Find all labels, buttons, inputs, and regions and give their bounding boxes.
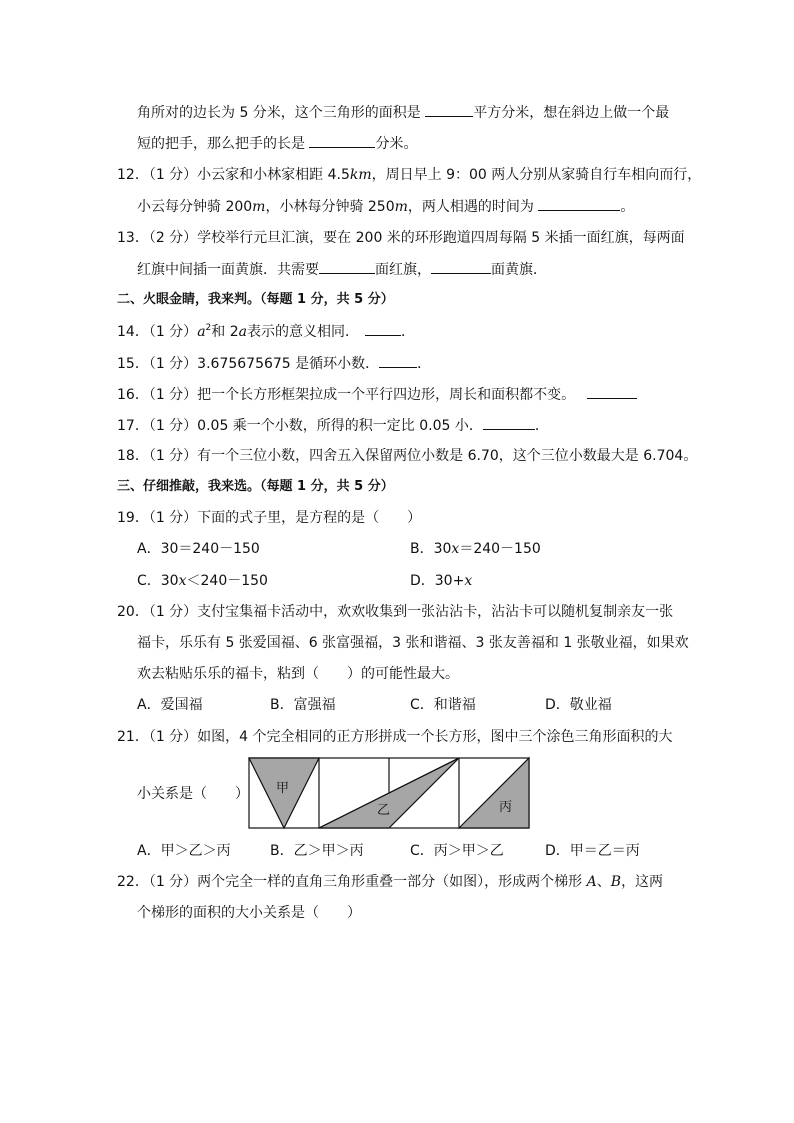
unit-m: m xyxy=(252,199,266,215)
q13-text-c: 面红旗， xyxy=(375,262,431,278)
q17-period: ． xyxy=(534,418,549,434)
q12-text-b: ，周日早上 9：00 两人分别从家骑自行车相向而行， xyxy=(371,167,702,183)
q21-option-d[interactable]: D．甲＝乙＝丙 xyxy=(545,843,640,859)
unit-m: m xyxy=(394,199,408,215)
q16-number: 16． xyxy=(117,387,149,403)
q18-line xyxy=(117,446,697,466)
q12-text-d: ，小林每分钟骑 250 xyxy=(265,199,395,215)
q12-line2 xyxy=(137,196,634,217)
label-yi: 乙 xyxy=(377,803,391,818)
q12-blank-time[interactable] xyxy=(538,196,620,211)
q14-text-b: 表示的意义相同． xyxy=(247,324,359,340)
q13-text-a: （2 分）学校举行元旦汇演，要在 200 米的环形跑道四周每隔 5 米插一面红旗，每两面 xyxy=(148,230,685,246)
q19-option-d[interactable] xyxy=(410,571,472,591)
q19-number: 19． xyxy=(117,510,149,526)
var-a: a xyxy=(238,324,247,340)
exponent: 2 xyxy=(205,323,212,333)
q19-line xyxy=(117,508,421,528)
q19-option-c[interactable] xyxy=(137,571,268,591)
q12-text-a: （1 分）小云家和小林家相距 4.5 xyxy=(148,167,350,183)
q21-option-c[interactable]: C．丙＞甲＞乙 xyxy=(410,843,504,859)
q15-blank[interactable] xyxy=(379,353,417,368)
q22-text-a: （1 分）两个完全一样的直角三角形重叠一部分（如图），形成两个梯形 xyxy=(148,874,587,890)
q16-text: （1 分）把一个长方形框架拉成一个平行四边形，周长和面积都不变。 xyxy=(148,387,576,403)
q14-blank[interactable] xyxy=(365,321,401,336)
q11-line1 xyxy=(137,102,669,123)
q11-text-d: 分米。 xyxy=(375,136,418,152)
q11-blank-area[interactable] xyxy=(425,102,473,117)
q20-line2: 福卡，乐乐有 5 张爱国福、6 张富强福，3 张和谐福、3 张友善福和 1 张敬业福，如果欢 xyxy=(137,635,689,651)
q12-line1 xyxy=(117,165,701,185)
q11-text-a: 角所对的边长为 5 分米，这个三角形的面积是 xyxy=(137,105,426,121)
label-jia: 甲 xyxy=(276,781,290,796)
q17-number: 17． xyxy=(117,418,149,434)
unit-km: km xyxy=(349,167,372,183)
q16-line xyxy=(117,384,637,405)
q20-option-d[interactable]: D．敬业福 xyxy=(545,697,612,713)
q13-text-d: 面黄旗． xyxy=(491,262,547,278)
q19-text: （1 分）下面的式子里，是方程的是（ ） xyxy=(148,510,422,526)
q11-text-b: 平方分米，想在斜边上做一个最 xyxy=(473,105,670,121)
q19-option-a[interactable]: A．30＝240－150 xyxy=(137,541,260,557)
q15-number: 15． xyxy=(117,356,149,372)
q22-line1 xyxy=(117,872,663,892)
q21-option-b[interactable]: B．乙＞甲＞丙 xyxy=(270,843,364,859)
var-x: x xyxy=(178,573,187,589)
var-A: A xyxy=(586,874,597,890)
q22-sep: 、 xyxy=(596,874,611,890)
q21-figure xyxy=(248,756,532,830)
var-B: B xyxy=(610,874,622,890)
q15-text: （1 分）3.675675675 是循环小数． xyxy=(148,356,380,372)
q13-line1 xyxy=(117,228,685,248)
q20-option-c[interactable]: C．和谐福 xyxy=(410,697,476,713)
q20-line1 xyxy=(117,602,673,622)
q12-number: 12． xyxy=(117,167,149,183)
q21-number: 21． xyxy=(117,729,149,745)
q20-number: 20． xyxy=(117,604,149,620)
q18-text: （1 分）有一个三位小数，四舍五入保留两位小数是 6.70，这个三位小数最大是 6.704。 xyxy=(148,448,698,464)
q14-points: （1 分） xyxy=(148,324,198,340)
q19-option-c-text: C．30 xyxy=(137,573,179,589)
q21-text-a: （1 分）如图，4 个完全相同的正方形拼成一个长方形，图中三个涂色三角形面积的大 xyxy=(148,729,673,745)
q13-line2 xyxy=(137,259,547,280)
section-2-title: 二、火眼金睛，我来判。（每题 1 分，共 5 分） xyxy=(117,292,394,307)
triangle-bing xyxy=(459,758,529,828)
q20-option-a[interactable]: A．爱国福 xyxy=(137,697,203,713)
q12-text-c: 小云每分钟骑 200 xyxy=(137,199,253,215)
q21-line1 xyxy=(117,727,673,747)
q19-option-b-text: B．30 xyxy=(410,541,452,557)
q21-option-a[interactable]: A．甲＞乙＞丙 xyxy=(137,843,231,859)
var-x: x xyxy=(451,541,460,557)
q14-number: 14． xyxy=(117,324,149,340)
q20-text-a: （1 分）支付宝集福卡活动中，欢欢收集到一张沾沾卡，沾沾卡可以随机复制亲友一张 xyxy=(148,604,674,620)
var-a: a xyxy=(197,324,206,340)
var-x: x xyxy=(464,573,473,589)
q12-text-f: 。 xyxy=(620,199,635,215)
q19-option-b-text2: ＝240－150 xyxy=(459,541,541,557)
q13-blank-red[interactable] xyxy=(319,259,375,274)
q16-blank[interactable] xyxy=(587,384,637,399)
q20-option-b[interactable]: B．富强福 xyxy=(270,697,336,713)
q14-period: ． xyxy=(401,324,415,340)
q13-blank-yellow[interactable] xyxy=(431,259,491,274)
q13-number: 13． xyxy=(117,230,149,246)
q11-line2 xyxy=(137,133,417,154)
q21-line2: 小关系是（ ） xyxy=(137,786,249,802)
q11-text-c: 短的把手，那么把手的长是 xyxy=(137,136,310,152)
q19-option-c-text2: ＜240－150 xyxy=(186,573,268,589)
q22-line2: 个梯形的面积的大小关系是（ ） xyxy=(137,905,361,921)
q14-text-a: 和 2 xyxy=(211,324,239,340)
q19-option-d-text: D．30+ xyxy=(410,573,465,589)
q20-line3: 欢去粘贴乐乐的福卡，粘到（ ）的可能性最大。 xyxy=(137,666,459,682)
q17-text: （1 分）0.05 乘一个小数，所得的积一定比 0.05 小． xyxy=(148,418,483,434)
q14-line xyxy=(117,321,415,342)
q13-text-b: 红旗中间插一面黄旗．共需要 xyxy=(137,262,319,278)
q15-period: ． xyxy=(417,356,432,372)
q17-blank[interactable] xyxy=(483,415,535,430)
q11-blank-handle[interactable] xyxy=(309,133,375,148)
section-3-title: 三、仔细推敲，我来选。（每题 1 分，共 5 分） xyxy=(117,479,394,494)
q18-number: 18． xyxy=(117,448,149,464)
q15-line xyxy=(117,353,431,374)
q19-option-b[interactable] xyxy=(410,539,541,559)
q12-text-e: ，两人相遇的时间为 xyxy=(407,199,539,215)
q22-number: 22． xyxy=(117,874,149,890)
label-bing: 丙 xyxy=(499,800,513,815)
q22-text-b: ，这两 xyxy=(621,874,664,890)
q17-line xyxy=(117,415,549,436)
